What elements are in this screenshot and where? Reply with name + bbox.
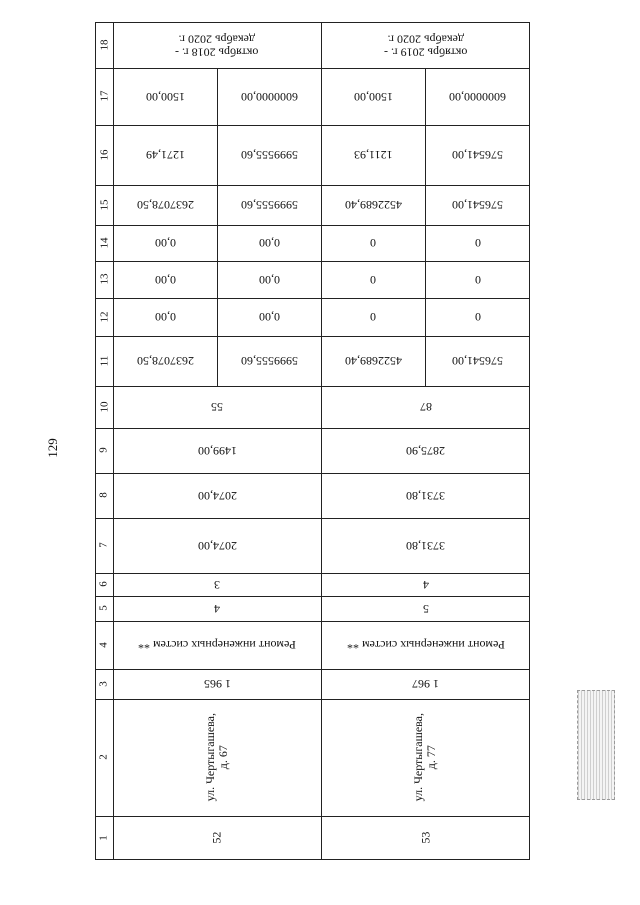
col-number-18: 18 <box>97 39 110 51</box>
grid-line <box>425 68 426 386</box>
col-number-10: 10 <box>97 401 110 413</box>
row-52-year: 1 965 <box>203 677 231 692</box>
row-53-col13-a: 0 <box>370 273 376 288</box>
grid-line <box>95 473 530 474</box>
grid-line <box>95 621 530 622</box>
grid-line <box>217 68 218 386</box>
col-number-9: 9 <box>97 447 110 454</box>
row-52-col13-a: 0,00 <box>154 273 176 288</box>
row-52-col17-b: 6000000,00 <box>240 90 298 105</box>
stamp-mark <box>577 690 615 800</box>
data-table <box>95 22 530 860</box>
col-number-16: 16 <box>97 149 110 161</box>
grid-line <box>113 22 114 860</box>
grid-line <box>95 22 530 23</box>
grid-line <box>95 596 530 597</box>
row-52-col9: 1499,00 <box>197 444 237 459</box>
row-52-col5: 4 <box>214 602 220 617</box>
grid-line <box>95 428 530 429</box>
row-53-col17-a: 1500,00 <box>353 90 393 105</box>
col-number-13: 13 <box>97 274 110 285</box>
grid-line <box>95 125 530 126</box>
row-52-col7: 2074,00 <box>197 539 237 554</box>
col-number-1: 1 <box>97 835 110 841</box>
row-52-col15-a: 2637078,50 <box>136 198 194 213</box>
row-53-col11-b: 576541,00 <box>452 354 503 369</box>
row-53-work-type: Ремонт инженерных систем ** <box>346 638 505 653</box>
grid-line <box>95 336 530 337</box>
grid-line <box>95 699 530 700</box>
grid-line <box>95 669 530 670</box>
row-53-col14-a: 0 <box>370 236 376 251</box>
col-number-15: 15 <box>97 199 110 211</box>
row-53-col11-a: 4522689,40 <box>344 354 402 369</box>
col-number-17: 17 <box>97 91 110 102</box>
grid-line <box>95 68 530 69</box>
row-53-col5: 5 <box>422 602 429 617</box>
row-53-col14-b: 0 <box>474 236 481 251</box>
row-53-col17-b: 6000000,00 <box>449 90 506 105</box>
row-52-col16-b: 5999555,60 <box>240 148 298 163</box>
grid-line <box>529 22 530 860</box>
grid-line <box>95 261 530 262</box>
col-number-12: 12 <box>97 311 110 323</box>
grid-line <box>95 185 530 186</box>
grid-line <box>95 816 530 817</box>
grid-line <box>95 225 530 226</box>
row-52-col8: 2074,00 <box>197 489 237 504</box>
row-52-col14-b: 0,00 <box>258 236 280 251</box>
row-52-col17-a: 1500,00 <box>145 90 185 105</box>
col-number-4: 4 <box>97 642 110 648</box>
row-52-address: ул. Чертыгашева, д. 67 <box>202 713 230 802</box>
row-53-col16-a: 1211,93 <box>353 148 393 163</box>
row-53-col13-b: 0 <box>474 273 481 288</box>
col-number-8: 8 <box>97 492 110 499</box>
row-53-col15-a: 4522689,40 <box>344 198 402 213</box>
row-53-year: 1 967 <box>412 677 439 692</box>
row-52-col11-b: 5999555,60 <box>240 354 298 369</box>
row-52-col14-a: 0,00 <box>154 236 176 251</box>
row-52-col10: 55 <box>211 400 223 415</box>
row-52-period: октябрь 2018 г. - декабрь 2020 г. <box>175 32 259 60</box>
row-53-col12-a: 0 <box>370 310 376 325</box>
row-52-col15-b: 5999555,60 <box>240 198 298 213</box>
col-number-7: 7 <box>97 542 110 549</box>
row-52-col12-a: 0,00 <box>154 310 176 325</box>
row-52-number: 52 <box>209 832 224 844</box>
grid-line <box>95 22 96 860</box>
row-52-col6: 3 <box>214 578 220 593</box>
row-53-address: ул. Чертыгашева, д. 77 <box>411 713 439 802</box>
row-53-period: октябрь 2019 г. - декабрь 2020 г. <box>383 32 468 60</box>
row-52-col13-b: 0,00 <box>258 273 280 288</box>
grid-line <box>95 298 530 299</box>
row-53-col12-b: 0 <box>474 310 481 325</box>
row-52-col11-a: 2637078,50 <box>136 354 194 369</box>
grid-line <box>95 573 530 574</box>
col-number-2: 2 <box>97 754 110 761</box>
row-52-col16-a: 1271,49 <box>145 148 185 163</box>
col-number-6: 6 <box>97 581 110 588</box>
grid-line <box>95 518 530 519</box>
row-52-work-type: Ремонт инженерных систем ** <box>138 638 296 653</box>
grid-line <box>321 22 322 860</box>
row-53-col7: 3731,80 <box>406 539 445 554</box>
row-53-col16-b: 576541,00 <box>452 148 503 163</box>
row-53-col15-b: 576541,00 <box>452 198 503 213</box>
page-number: 129 <box>45 438 60 458</box>
grid-line <box>95 859 530 860</box>
col-number-3: 3 <box>97 681 110 687</box>
row-53-number: 53 <box>417 832 432 844</box>
row-53-col8: 3731,80 <box>406 489 445 504</box>
col-number-5: 5 <box>97 605 110 612</box>
row-53-col6: 4 <box>422 578 429 593</box>
row-53-col10: 87 <box>419 400 432 415</box>
col-number-11: 11 <box>97 355 110 367</box>
row-53-col9: 2875,90 <box>406 444 445 459</box>
grid-line <box>95 386 530 387</box>
col-number-14: 14 <box>97 237 110 249</box>
row-52-col12-b: 0,00 <box>258 310 280 325</box>
